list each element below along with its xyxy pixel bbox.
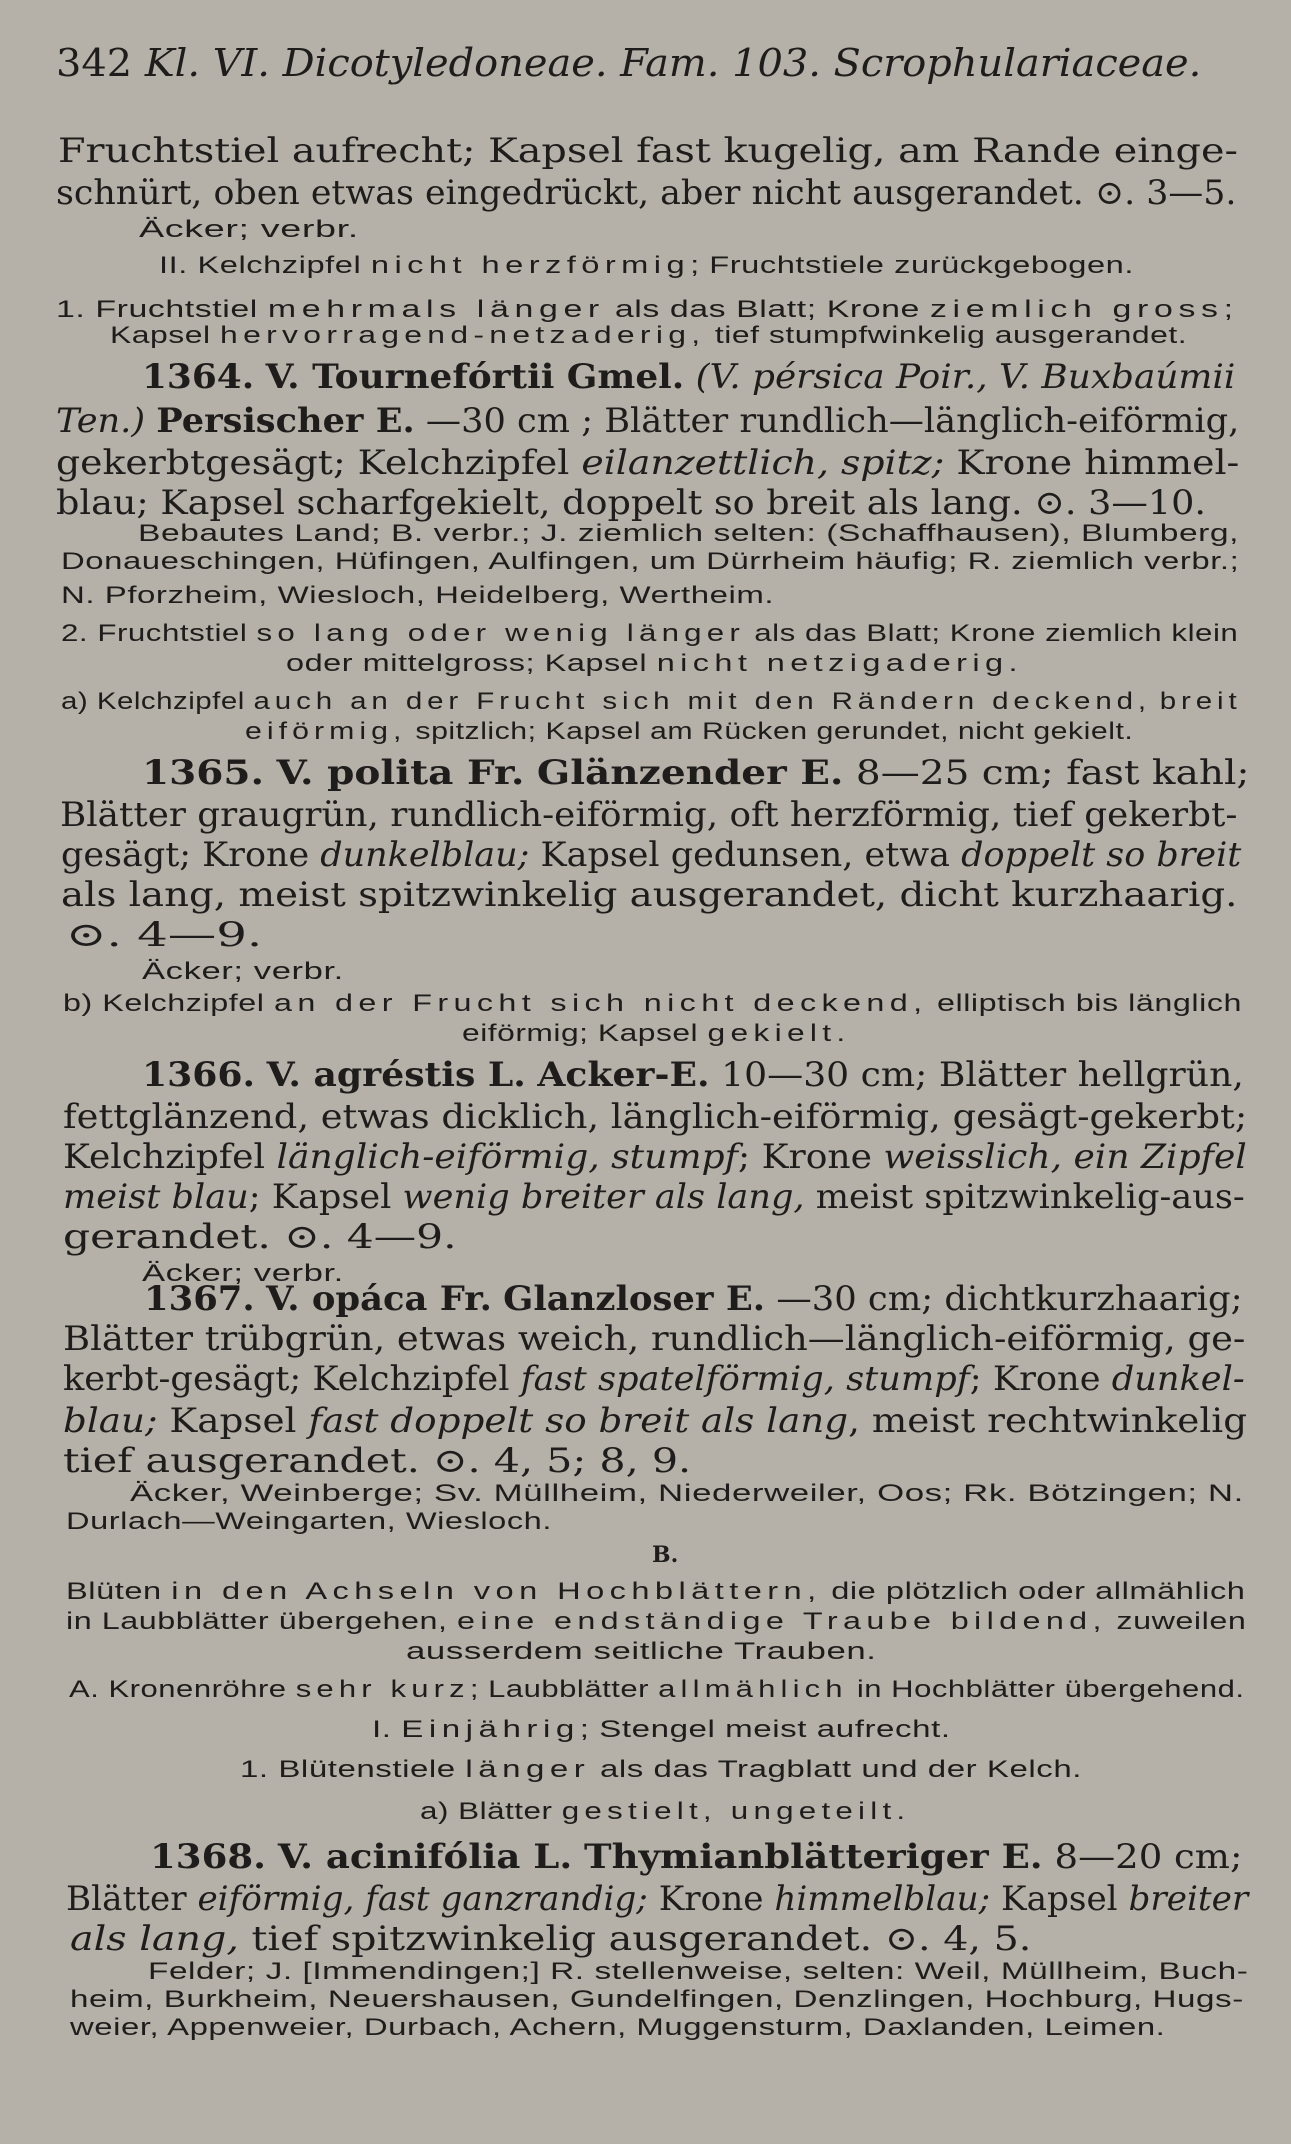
species-1365-line: gesägt; Krone dunkelblau; Kapsel gedunsen, etwa doppelt so breit bbox=[61, 835, 1242, 875]
distribution-line: Äcker, Weinberge; Sv. Müllheim, Niederweiler, Oos; Rk. Bötzingen; N. bbox=[130, 1480, 1244, 1507]
species-number: 1368. bbox=[150, 1837, 267, 1877]
species-1364-line: gekerbtgesägt; Kelchzipfel eilanzettlich, spitz; Krone himmel- bbox=[56, 443, 1240, 483]
distribution-line: N. Pforzheim, Wiesloch, Heidelberg, Wertheim. bbox=[61, 582, 775, 609]
species-1366-line: fettglänzend, etwas dicklich, länglich-eiförmig, gesägt-gekerbt; bbox=[63, 1097, 1248, 1137]
key-line: a) Blätter gestielt, ungeteilt. bbox=[420, 1798, 911, 1825]
key-line: II. Kelchzipfel nicht herzförmig; Fruchtstiele zurückgebogen. bbox=[159, 252, 1134, 279]
species-1365-line: Blätter graugrün, rundlich-eiförmig, oft herzförmig, tief gekerbt- bbox=[60, 795, 1238, 835]
key-line: 1. Blütenstiele länger als das Tragblatt und der Kelch. bbox=[240, 1756, 1082, 1783]
common-name: Acker-E. bbox=[537, 1055, 710, 1095]
species-1367-line: 1367. V. opáca Fr. Glanzloser E. —30 cm; dichtkurzhaarig; bbox=[144, 1279, 1243, 1319]
species-name: V. acinifólia L. bbox=[277, 1837, 573, 1877]
species-1364-line: blau; Kapsel scharfgekielt, doppelt so breit als lang. ⊙. 3—10. bbox=[56, 483, 1207, 523]
key-line: A. Kronenröhre sehr kurz; Laubblätter allmählich in Hochblätter übergehend. bbox=[69, 1676, 1245, 1703]
species-number: 1367. bbox=[144, 1279, 255, 1319]
key-line: oder mittelgross; Kapsel nicht netzigaderig. bbox=[286, 650, 1023, 677]
text-line: Fruchtstiel aufrecht; Kapsel fast kugelig, am Rande einge- bbox=[58, 131, 1238, 171]
habitat-line: Äcker; verbr. bbox=[142, 958, 344, 985]
key-line: b) Kelchzipfel an der Frucht sich nicht deckend, elliptisch bis länglich bbox=[63, 990, 1243, 1017]
annual-symbol: ⊙ bbox=[1034, 483, 1065, 523]
key-line: a) Kelchzipfel auch an der Frucht sich mit den Rändern deckend, breit bbox=[61, 688, 1242, 715]
key-line: 1. Fruchtstiel mehrmals länger als das Blatt; Krone ziemlich gross; bbox=[56, 296, 1239, 323]
page-number: 342 bbox=[56, 41, 133, 85]
species-1368-line: als lang, tief spitzwinkelig ausgerandet. ⊙. 4, 5. bbox=[70, 1919, 1032, 1959]
distribution-line: Durlach—Weingarten, Wiesloch. bbox=[66, 1508, 552, 1535]
species-1364-line: 1364. V. Tournefórtii Gmel. (V. pérsica Poir., V. Buxbaúmii bbox=[142, 357, 1236, 397]
running-header bbox=[56, 41, 1202, 85]
species-number: 1364. bbox=[142, 357, 255, 397]
annual-symbol: ⊙ bbox=[432, 1441, 468, 1481]
species-1368-line: Blätter eiförmig, fast ganzrandig; Krone himmelblau; Kapsel breiter bbox=[66, 1879, 1249, 1919]
section-text-line: in Laubblätter übergehen, eine endständige Traube bildend, zuweilen bbox=[66, 1608, 1247, 1635]
section-text-line: ausserdem seitliche Trauben. bbox=[406, 1638, 877, 1665]
annual-symbol: ⊙ bbox=[1094, 173, 1125, 213]
species-number: 1365. bbox=[142, 753, 265, 793]
habitat-line: Äcker; verbr. bbox=[142, 1260, 344, 1287]
distribution-line: weier, Appenweier, Durbach, Achern, Muggensturm, Daxlanden, Leimen. bbox=[70, 2014, 1166, 2041]
common-name: Glanzloser E. bbox=[503, 1279, 766, 1319]
common-name: Glänzender E. bbox=[536, 753, 844, 793]
species-1366-line: Kelchzipfel länglich-eiförmig, stumpf; Krone weisslich, ein Zipfel bbox=[63, 1137, 1247, 1177]
annual-symbol: ⊙ bbox=[884, 1919, 919, 1959]
annual-symbol: ⊙ bbox=[66, 915, 107, 955]
section-heading: B. bbox=[652, 1542, 679, 1568]
key-line: Kapsel hervorragend-netzaderig, tief stumpfwinkelig ausgerandet. bbox=[110, 322, 1188, 349]
species-name: V. polita Fr. bbox=[276, 753, 525, 793]
key-line: eiförmig, spitzlich; Kapsel am Rücken gerundet, nicht gekielt. bbox=[245, 718, 1134, 745]
species-1366-line: 1366. V. agréstis L. Acker-E. 10—30 cm; Blätter hellgrün, bbox=[142, 1055, 1244, 1095]
common-name: Thymianblätteriger E. bbox=[583, 1837, 1043, 1877]
species-1366-line: gerandet. ⊙. 4—9. bbox=[63, 1217, 457, 1257]
habitat-line: Äcker; verbr. bbox=[139, 216, 359, 243]
species-name: V. agréstis L. bbox=[266, 1055, 526, 1095]
species-name: V. opáca Fr. bbox=[265, 1279, 492, 1319]
species-name: V. Tournefórtii Gmel. bbox=[265, 357, 685, 397]
species-1368-line: 1368. V. acinifólia L. Thymianblätteriger E. 8—20 cm; bbox=[150, 1837, 1243, 1877]
common-name: Persischer E. bbox=[156, 401, 415, 441]
species-1365-line: ⊙. 4—9. bbox=[66, 915, 263, 955]
species-1365-line: 1365. V. polita Fr. Glänzender E. 8—25 cm; fast kahl; bbox=[142, 753, 1250, 793]
distribution-line: Bebautes Land; B. verbr.; J. ziemlich selten: (Schaffhausen), Blumberg, bbox=[138, 520, 1240, 547]
distribution-line: Donaueschingen, Hüfingen, Aulfingen, um Dürrheim häufig; R. ziemlich verbr.; bbox=[61, 548, 1240, 575]
distribution-line: Felder; J. [Immendingen;] R. stellenweise, selten: Weil, Müllheim, Buch- bbox=[148, 1958, 1249, 1985]
species-1366-line: meist blau; Kapsel wenig breiter als lang, meist spitzwinkelig-aus- bbox=[63, 1177, 1245, 1217]
species-1364-line: Ten.) Persischer E. —30 cm ; Blätter rundlich—länglich-eiförmig, bbox=[56, 401, 1240, 441]
species-1367-line: blau; Kapsel fast doppelt so breit als lang, meist rechtwinkelig bbox=[63, 1401, 1248, 1441]
key-line: I. Einjährig; Stengel meist aufrecht. bbox=[372, 1716, 951, 1743]
key-line: eiförmig; Kapsel gekielt. bbox=[462, 1020, 851, 1047]
species-1367-line: tief ausgerandet. ⊙. 4, 5; 8, 9. bbox=[63, 1441, 692, 1481]
species-1365-line: als lang, meist spitzwinkelig ausgerandet, dicht kurzhaarig. bbox=[61, 875, 1238, 915]
species-1367-line: Blätter trübgrün, etwas weich, rundlich—länglich-eiförmig, ge- bbox=[63, 1319, 1246, 1359]
species-1367-line: kerbt-gesägt; Kelchzipfel fast spatelförmig, stumpf; Krone dunkel- bbox=[63, 1359, 1245, 1399]
section-text-line: Blüten in den Achseln von Hochblättern, die plötzlich oder allmählich bbox=[66, 1578, 1246, 1605]
distribution-line: heim, Burkheim, Neuershausen, Gundelfingen, Denzlingen, Hochburg, Hugs- bbox=[70, 1986, 1244, 2013]
annual-symbol: ⊙ bbox=[284, 1217, 320, 1257]
text-line: schnürt, oben etwas eingedrückt, aber nicht ausgerandet. ⊙. 3—5. bbox=[56, 173, 1237, 213]
species-number: 1366. bbox=[142, 1055, 256, 1095]
key-line: 2. Fruchtstiel so lang oder wenig länger als das Blatt; Krone ziemlich klein bbox=[61, 620, 1239, 647]
running-title: Kl. VI. Dicotyledoneae. Fam. 103. Scrophulariaceae. bbox=[144, 41, 1202, 85]
